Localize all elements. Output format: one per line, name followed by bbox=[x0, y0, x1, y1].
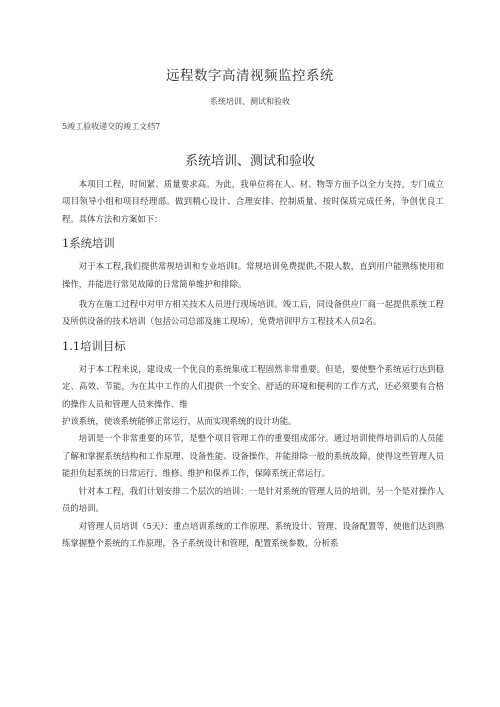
section-title: 系统培训、测试和验收 bbox=[184, 154, 315, 169]
heading-system-training: 1系统培训 bbox=[62, 236, 115, 251]
document-subtitle: 系统培训、测试和验收 bbox=[210, 97, 290, 106]
goal-paragraph-3: 针对本工程，我们计划安排二个层次的培训：一是针对系统的管理人员的培训，另一个是对操作人员的培训。 bbox=[62, 485, 444, 514]
document-body bbox=[62, 176, 444, 552]
goal-paragraph-1-continued: 护该系统，使该系统能够正常运行，从而实现系统的设计功能。 bbox=[62, 416, 297, 427]
intro-paragraph: 本项目工程，时间紧、质量要求高。为此，我单位将在人、材、物等方面予以全力支持，专门成立项目领导小组和项目经理部。做到精心设计、合理安排、控制质量、按时保质完成任务，争创优良工程。具体方法和方案如下： bbox=[62, 179, 444, 224]
goal-paragraph-4: 对管理人员培训（5天）：重点培训系统的工作原理、系统设计、管理、设备配置等，使他们达到熟练掌握整个系统的工作原理，各子系统设计和管理，配置系统参数，分析系 bbox=[62, 520, 444, 548]
heading-training-goal: 1.1培训目标 bbox=[62, 338, 126, 353]
training-paragraph-2: 我方在施工过程中对甲方相关技术人员进行现场培训。竣工后，同设备供应厂商一起提供系统工程及所供设备的技术培训（包括公司总部及施工现场），免费培训甲方工程技术人员2名。 bbox=[62, 299, 444, 327]
goal-paragraph-1: 对于本工程来说，建设成一个优良的系统集成工程固然非常重要。但是，要使整个系统运行达到稳定、高效、节能，为在其中工作的人们提供一个安全、舒适的环境和便利的工作方式，还必须要有合格的操作人员和管理人员来操作、维 bbox=[62, 363, 444, 409]
archive-note: 5竣工验收递交的竣工文档7 bbox=[62, 122, 161, 131]
goal-paragraph-2: 培训是一个非常重要的环节，是整个项目管理工作的重要组成部分。通过培训使得培训后的人员能了解和掌握系统结构和工作原理、设备性能、设备操作，并能排除一般的系统故障，使得这些管理人员能担负起系统的日常运行、维修、维护和保养工作，保障系统正常运行。 bbox=[62, 433, 444, 479]
document-title: 远程数字高清视频监控系统 bbox=[166, 68, 334, 84]
training-paragraph-1: 对于本工程,我们提供常规培训和专业培训I。常规培训免费提供,不限人数，直到用户能熟练使用和操作，并能进行常见故障的日常简单维护和排除。 bbox=[62, 261, 444, 289]
